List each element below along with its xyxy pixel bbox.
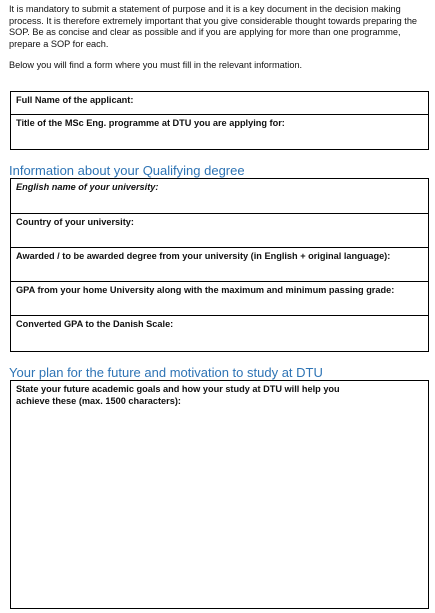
danish-gpa-field[interactable]	[11, 315, 428, 351]
degree-field[interactable]	[11, 247, 428, 282]
programme-field[interactable]	[11, 114, 428, 149]
programme-label: Title of the MSc Eng. programme at DTU you are applying for:	[16, 118, 285, 128]
gpa-label: GPA from your home University along with the maximum and minimum passing grade:	[16, 285, 395, 295]
university-country-label: Country of your university:	[16, 217, 134, 227]
danish-gpa-label: Converted GPA to the Danish Scale:	[16, 319, 174, 329]
university-country-field[interactable]	[11, 213, 428, 248]
intro-text	[9, 4, 429, 72]
applicant-box	[10, 91, 429, 150]
future-goals-label: State your future academic goals and how your study at DTU will help you achieve these (max. 1500 characters):	[16, 384, 340, 406]
full-name-label: Full Name of the applicant:	[16, 95, 134, 105]
university-name-field[interactable]	[11, 179, 428, 214]
future-box	[10, 380, 429, 609]
qualifying-box	[10, 178, 429, 352]
intro-paragraph-1: It is mandatory to submit a statement of purpose and it is a key document in the decision making process. It is therefore extremely important that you give considerable thought towards preparing the SOP. Be as concise and clear as possible and if you are applying for more than one programme, prepare a SOP for each.	[9, 4, 418, 49]
future-heading: Your plan for the future and motivation to study at DTU	[9, 365, 323, 380]
full-name-field[interactable]	[11, 92, 428, 115]
gpa-field[interactable]	[11, 281, 428, 316]
intro-paragraph-2: Below you will find a form where you must fill in the relevant information.	[9, 60, 303, 71]
qualifying-heading: Information about your Qualifying degree	[9, 163, 245, 178]
degree-label: Awarded / to be awarded degree from your university (in English + original language):	[16, 251, 391, 261]
future-goals-field[interactable]	[11, 381, 428, 608]
university-name-label: English name of your university:	[16, 182, 159, 192]
